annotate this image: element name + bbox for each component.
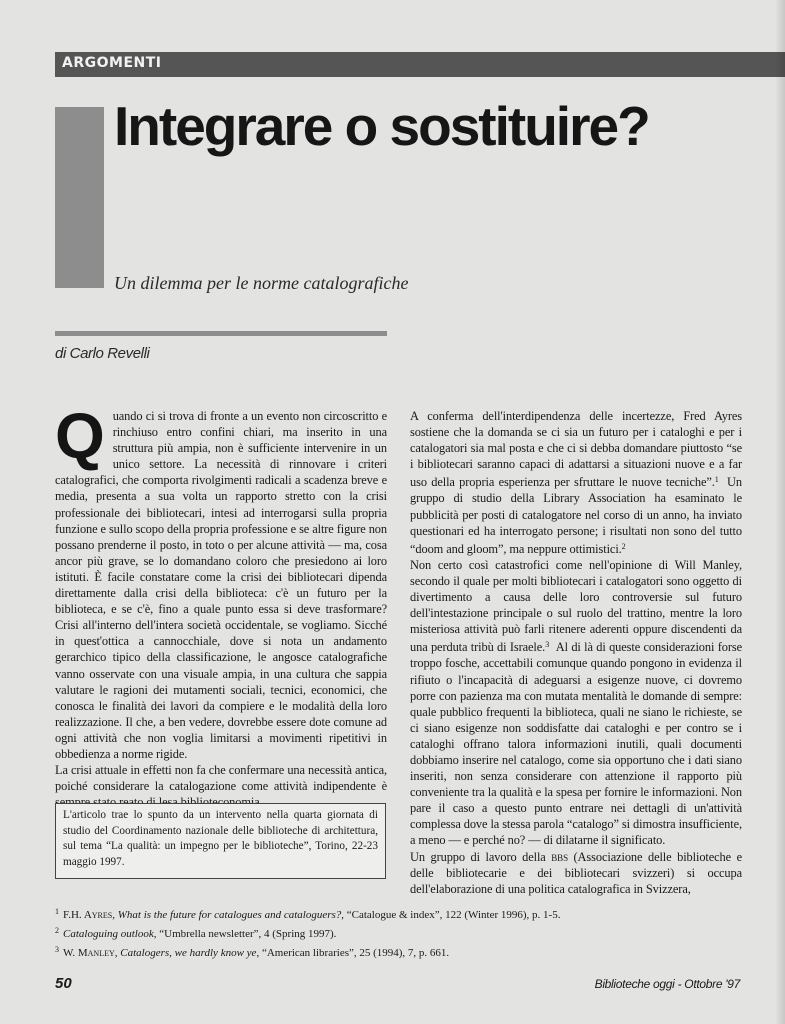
right-column — [410, 408, 742, 897]
right-paragraph-1-text-a: A conferma dell'interdipendenza delle incertezze, Fred Ayres sostiene che la domanda se ci sia un futuro per i cataloghi e per i catalogatori sia mal posta e che ci si debba domandare piuttosto “se i bibliotecari saranno capaci di adattarsi a situazioni nuove e a far uso della propria esperienza per sfruttare le nuove tecniche”. — [410, 409, 742, 490]
right-paragraph-1 — [410, 408, 742, 557]
right-paragraph-3-text-a: Un gruppo di lavoro della — [410, 849, 552, 864]
bbs-abbreviation: bbs — [551, 849, 568, 864]
footnote-title: Catalogers, we hardly know ye — [120, 947, 257, 959]
right-paragraph-3 — [410, 849, 742, 897]
footnote-1: $^1$ F.H. Ayres, What is the future for catalogues and cataloguers?, “Catalogue & index”, 122 (Winter 1996), p. 1-5. — [55, 907, 561, 921]
footnote-3: $^3$ W. Manley, Catalogers, we hardly know ye, “American libraries”, 25 (1994), 7, p. 661. — [55, 945, 450, 959]
footnote-title: Cataloguing outlook — [63, 928, 154, 940]
page-number: 50 — [55, 975, 72, 992]
footnote-author: W. Manley — [63, 947, 115, 959]
paragraph-1-text: uando ci si trova di fronte a un evento non circoscritto e rinchiuso entro confini chiari, ma inserito in una struttura più ampia, non è sufficiente intervenire in un unico settore. La necessità di rinnovare i criteri catalografici, che comporta rivolgimenti radicali a scadenza breve e media, presenta a sua volta un rapporto stretto con la crisi professionale dei bibliotecari, intesi ad interrogarsi sulla propria funzione e sullo scopo della propria professione e se altre figure non possano prenderne il posto, in toto o per alcune attività — ma, cosa ancor più grave, se lo domandano coloro che presiedono ai loro istituti. È facile constatare come la crisi dei bibliotecari dipenda direttamente dalla crisi della biblioteca: c'è un futuro per la biblioteca, e se c'è, fino a quale punto essa si deve trasformare? Crisi all'interno dell'intera società occidentale, se vogliamo. Sicché in quest'ottica a cannocchiale, dove si nota un andamento gerarchico tipico della classificazione, le angosce catalografiche vanno osservate con una visuale ampia, in una cultura che sappia valutare le ragioni dei mutamenti sociali, tecnici, economici, che conosca le finalità dei lavori da compiere e le modalità della loro realizzazione. Il che, a ben vedere, dovrebbe essere dote comune ad ogni attività che non voglia limitarsi a movimenti ripetitivi in obbedienza a norme rigide. — [55, 409, 387, 761]
author-divider — [55, 331, 387, 336]
article-title: Integrare o sostituire? — [114, 95, 649, 157]
footnote-source: , “American libraries”, 25 (1994), 7, p. 661. — [256, 947, 450, 959]
article-author: di Carlo Revelli — [55, 345, 150, 362]
title-decoration-block — [55, 107, 104, 288]
paragraph-1 — [55, 400, 387, 762]
footnote-number: 1 — [55, 907, 59, 916]
footnotes — [55, 904, 755, 961]
right-paragraph-2-text-b: Al di là di queste considerazioni forse troppo fosche, accettabili comunque quando pongono in evidenza il rifiuto o l'incapacità di adeguarsi a esigenze nuove, ci dovremo porre con pazienza ma con mutata mentalità le domande di sempre: quale pubblico frequenti la biblioteca, quali ne siano le richieste, se ci siano esigenze non soddisfatte dai cataloghi e per contro se i cataloghi offrano talora informazioni inutili, quali documenti dobbiamo inserire nel catalogo, come sia opportuno che i dati siano inseriti, non senza considerare con attenzione il rapporto più conveniente tra la qualità e la spesa per fornire le informazioni. Non pare il caso a questo punto entrare nei dettagli di un'attività complessa dove la stessa parola “catalogo” si dimostra insufficiente, a meno — e perché no? — di dilatarne il significato. — [410, 640, 742, 848]
footnote-number: 3 — [55, 945, 59, 954]
footnote-author: F.H. Ayres — [63, 909, 113, 921]
footnote-number: 2 — [55, 926, 59, 935]
section-header-bar — [55, 52, 785, 77]
drop-cap: Q — [55, 400, 105, 472]
right-paragraph-1-text-b: Un gruppo di studio della Library Association ha esaminato le pubblicità per posti di catalogatore nel corso di un anno, ha inviato questionari ed ha interrogato persone; i risultati non sono del tutto “doom and gloom”, ma neppure ottimistici. — [410, 475, 742, 556]
footnote-ref-1[interactable]: 1 — [714, 475, 719, 485]
footnote-ref-2[interactable]: 2 — [621, 541, 626, 551]
section-label: ARGOMENTI — [62, 55, 162, 71]
article-subtitle: Un dilemma per le norme catalografiche — [114, 273, 409, 293]
right-paragraph-2-text-a: Non certo così catastrofici come nell'opinione di Will Manley, secondo il quale per molti bibliotecari i catalogatori sono oggetto di divertimento a causa delle loro controversie sul futuro dell'intestazione principale o sul ruolo del trattino, mentre la loro misteriosa attività può farli ritenere aderenti oppure discendenti da una perduta tribù di Israele. — [410, 557, 742, 655]
paragraph-2: La crisi attuale in effetti non fa che confermare una necessità antica, poiché considerare la catalogazione come attività indipendente è — [55, 763, 387, 794]
footnote-source: , “Umbrella newsletter”, 4 (Spring 1997). — [153, 928, 337, 940]
right-paragraph-3-text-b: (Associazione delle biblioteche e delle bibliotecarie e dei bibliotecari svizzeri) si occupa dell'elaborazione di una politica catalografica in Svizzera, — [410, 849, 742, 896]
journal-footer: Biblioteche oggi - Ottobre '97 — [594, 977, 740, 991]
right-paragraph-2 — [410, 557, 742, 849]
page-edge-shadow — [775, 0, 785, 1024]
footnote-title: What is the future for catalogues and cataloguers? — [117, 909, 342, 921]
footnote-source: , “Catalogue & index”, 122 (Winter 1996), p. 1-5. — [341, 909, 561, 921]
footnote-ref-3[interactable]: 3 — [545, 640, 550, 650]
footnote-2 — [55, 923, 755, 942]
article-note-box: L'articolo trae lo spunto da un intervento nella quarta giornata di studio del Coordinamento nazionale delle biblioteche di architettura, sul tema “La qualità: un impegno per le biblioteche”, Torino, 22-23 maggio 1997. — [55, 803, 386, 879]
left-column — [55, 400, 387, 810]
